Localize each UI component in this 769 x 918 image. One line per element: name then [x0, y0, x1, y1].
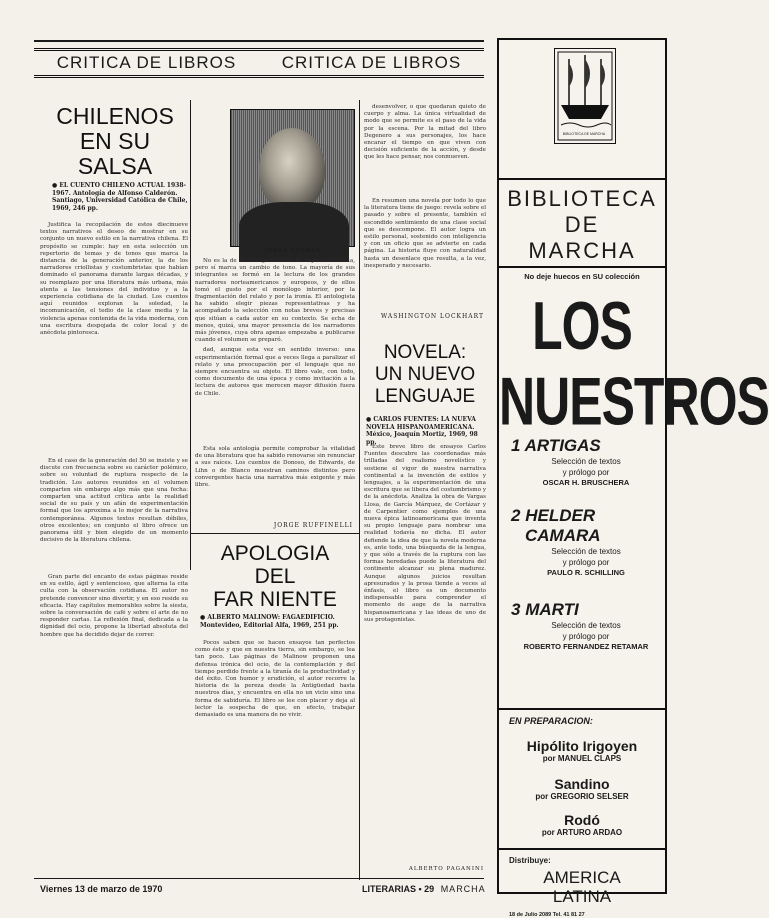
- book-item: [511, 506, 661, 577]
- book-author: OSCAR H. BRUSCHERA: [542, 478, 630, 487]
- article1-body-e: [195, 446, 355, 510]
- article2-title: [192, 542, 358, 611]
- ad-distributor: [499, 868, 665, 906]
- article1-body-b: [40, 458, 188, 570]
- book-sub2: y prólogo por: [562, 468, 610, 477]
- article2-rule: [191, 533, 359, 534]
- article2-title-line1: APOLOGIA: [220, 542, 330, 565]
- book-author: ROBERTO FERNANDEZ RETAMAR: [523, 642, 649, 651]
- book-title: [511, 436, 661, 456]
- footer-section: [362, 884, 486, 894]
- upcoming-author: por MANUEL CLAPS: [542, 754, 622, 763]
- book-sub2: y prólogo por: [562, 632, 610, 641]
- ad-address: 18 de Julio 2089 Tel. 41 81 27: [509, 912, 585, 918]
- article1-title-line1: CHILENOS: [56, 103, 174, 129]
- article4-body: [364, 444, 486, 862]
- book-number: 1: [511, 436, 521, 455]
- article2-paragraph: Pocos saben que se hacen ensayos tan perfectos como éste y que en nuestra tierra, sin embargo, se lea tan poco. Las páginas de Malinow proponen una defensa irónica del ocio, de la contemplación y del tiempo perdido frente a la tiranía de la productividad y del éxito. Con humor y erudición, el autor recorre la historia de la pereza desde la Antigüedad hasta nuestros días, y encuentra en ella no un vicio sino una forma de sabiduría. El libro se lee con placer y deja al lector la sospecha de que, en efecto, trabajar demasiado es una manera de no vivir.: [195, 640, 355, 719]
- book-number: 3: [511, 600, 521, 619]
- article4-title: [362, 342, 488, 408]
- article2-body-left: [40, 574, 188, 864]
- article3-intro-text: desenvolver, o que quedaran quieto de cuerpo y alma. La única virtualidad de modo que se permite es el paso de la vida por la escena. Por la mitad del libro Degenero a sus personajes, los hace encarar el tiempo en que viven con decisión suficiente de la acción, y desde que les hace pensar, nos conmueven.: [364, 104, 486, 161]
- ad-series-line2: NUESTROS: [499, 363, 769, 440]
- ad-brand-line3: MARCHA: [528, 238, 636, 263]
- article4-reference: ● CARLOS FUENTES: LA NUEVA NOVELA HISPANOAMERICANA. México, Joaquín Mortiz, 1969, 98 pp.: [366, 416, 478, 446]
- book-number: 2: [511, 506, 521, 525]
- header-right: CRITICA DE LIBROS: [281, 53, 462, 72]
- upcoming-item: [499, 738, 665, 763]
- footer-page: LITERARIAS • 29: [362, 884, 435, 894]
- ad-distributor-line1: AMERICA: [543, 868, 621, 887]
- column-rule-left: [190, 100, 191, 570]
- book-sub1: Selección de textos: [551, 547, 621, 556]
- upcoming-title: Hipólito Irigoyen: [526, 738, 638, 754]
- ad-rule-1: [499, 178, 665, 180]
- photo-head: [259, 128, 325, 210]
- book-title-text: MARTI: [525, 600, 579, 619]
- upcoming-author: por GREGORIO SELSER: [535, 792, 629, 801]
- article1-body-c: [195, 258, 355, 444]
- ad-distributor-label: Distribuye:: [509, 856, 551, 865]
- book-title-text: HELDER: [525, 506, 596, 525]
- article1-paragraph-e: Esta sola antología permite comprobar la vitalidad de una literatura que ha sabido renovarse sin renunciar a sus raíces. Los cuentos de Donoso, de Edwards, de Lihn o de Blanco muestran caminos distintos pero convergentes hacia una narrativa más exigente y más libre.: [195, 446, 355, 489]
- article2-title-line3: FAR NIENTE: [213, 588, 337, 611]
- book-title-line2: CAMARA: [525, 526, 601, 545]
- book-item: [511, 436, 661, 487]
- article1-signature: JORGE RUFFINELLI: [273, 522, 353, 529]
- section-header: [34, 48, 484, 78]
- top-rule: [34, 40, 484, 42]
- article4-title-line3: LENGUAJE: [374, 386, 476, 407]
- article2-paragraph-left: Gran parte del encanto de estas páginas reside en su estilo, ágil y sentencioso, que alterna la cita culta con la observación cotidiana. El autor no pretende convencer sino divertir, y en eso reside su eficacia. Hay capítulos memorables sobre la siesta, sobre la conversación de café y sobre el arte de no responder cartas. La reflexión final, dedicada a la dignidad del ocio, propone la libertad absoluta del hombre que ha decidido dejar de correr.: [40, 574, 188, 638]
- article1-title: [40, 104, 190, 179]
- photo-caption: JORGE GUZMAN: [264, 248, 321, 254]
- article4-title-line2: UN NUEVO: [374, 364, 476, 385]
- article3-intro: [364, 104, 486, 196]
- article2-title-line2: DEL: [254, 565, 296, 588]
- book-title: [511, 600, 661, 620]
- article1-paragraph-c: No es la de 50 una generación de ruptura absoluta, pero sí marca un cambio de tono. La mayoría de sus integrantes se formó en la lectura de los grandes narradores norteamericanos y europeos, y de ellos tomó el gusto por el monólogo interior, por la fragmentación del relato y por la ironía. El antologista ha sabido elegir piezas representativas y ha acompañado la selección con notas breves y precisas que sitúan a cada autor en su contexto. Se echa de menos, quizá, una mayor presencia de los narradores más jóvenes, cuya obra apenas empezaba a publicarse cuando el volumen se preparó.: [195, 258, 355, 344]
- ship-logo-caption: BIBLIOTECA DE MARCHA: [562, 132, 606, 136]
- article1-body-a: [40, 222, 188, 454]
- upcoming-title: Rodó: [564, 812, 600, 828]
- book-sub1: Selección de textos: [551, 621, 621, 630]
- ad-brand: [499, 186, 665, 264]
- ship-logo: [554, 48, 616, 144]
- article1-paragraph-d: dad, aunque esta vez en sentido inverso: una experimentación formal que a veces llega a paralizar el relato y una preocupación por el lenguaje que no siempre encuentra su objeto. El libro vale, con todo, como documento de una época y como invitación a la lectura de autores que merecen mayor difusión fuera de Chile.: [195, 347, 355, 397]
- author-photo: [230, 109, 355, 247]
- book-sub2: y prólogo por: [562, 558, 610, 567]
- ship-icon: [555, 49, 615, 143]
- header-left: CRITICA DE LIBROS: [56, 53, 237, 72]
- article1-title-line3: SALSA: [77, 153, 153, 179]
- ad-distributor-line2: LATINA: [552, 887, 612, 906]
- article1-title-line2: EN SU: [79, 128, 151, 154]
- column-rule-right: [359, 100, 360, 880]
- book-sub1: Selección de textos: [551, 457, 621, 466]
- ad-tagline: No deje huecos en SU colección: [524, 272, 640, 281]
- book-item: [511, 600, 661, 651]
- footer-date: Viernes 13 de marzo de 1970: [40, 884, 163, 894]
- article4-paragraph: Este breve libro de ensayos Carlos Fuentes descubre las coordenadas más trilladas del realismo novelístico y sostiene el vigor de nuestra narrativa continental a la invención de estilos y lenguajes, a la experimentación de una escritura que se libera del costumbrismo y de la anécdota. Analiza la obra de Vargas Llosa, de García Márquez, de Cortázar y de Carpentier como ejemplos de una nueva épica latinoamericana que inventa su propio lenguaje para nombrar una realidad todavía no dicha. El autor defiende la idea de que la novela moderna es, ante todo, una búsqueda de la lengua, y que sólo a través de la ruptura con las formas heredadas puede la literatura del continente alcanzar su plena madurez. Aunque algunos juicios resultan apresurados y la prosa tiende a veces al énfasis, el libro es un documento indispensable para comprender el momento de auge de la narrativa hispanoamericana y las ideas de uno de sus protagonistas.: [364, 444, 486, 623]
- article1-paragraph-b: En el caso de la generación del 50 se insiste y se discute con frecuencia sobre su carácter polémico, sobre su voluntad de ruptura respecto de la tradición. Los autores reunidos en el volumen comparten sin embargo algo más que una fecha: comparten una actitud crítica ante la realidad social de su país y un afán de experimentación formal que los aproxima a lo mejor de la narrativa contemporánea. Algunos textos resultan débiles, otros excelentes; en conjunto el libro ofrece un panorama útil y bien elegido de un momento decisivo de la literatura chilena.: [40, 458, 188, 544]
- article1-paragraph-a: Justifica la recopilación de estos diecinueve textos narrativos el deseo de mostrar en su conjunto un nuevo estilo en la narrativa chilena. El propósito se cumple: hay en esta selección un repertorio de temas y de tonos que marca la distancia de la generación anterior, la de los narradores criollistas y costumbristas que habían dominado el panorama durante largas décadas, y su reemplazo por una literatura más urbana, más atenta a las tensiones del individuo y a la experiencia cotidiana de la ciudad. Los cuentos aquí reunidos exploran la soledad, la incomunicación, el tedio de la clase media y la violencia apenas contenida de la vida moderna, con una escritura despojada de color local y de anécdota pintoresca.: [40, 222, 188, 337]
- article1-reference: ● EL CUENTO CHILENO ACTUAL 1938-1967. Antología de Alfonso Calderón. Santiago, Universidad Católica de Chile, 1969, 246 pp.: [52, 182, 188, 212]
- article3-body-text: En resumen una novela por todo lo que la literatura tiene de juego: revela sobre el pasado y sobre el presente, también el escondido sentimiento de una clase social que se descompone. El autor logra un estilo personal, sostenido con inteligencia y con un oficio que se advierte en cada página. La historia fluye con naturalidad hasta un desenlace que resulta, a la vez, inesperado y necesario.: [364, 198, 486, 269]
- ad-brand-line1: BIBLIOTECA: [507, 186, 657, 211]
- article4-signature: ALBERTO PAGANINI: [408, 866, 484, 872]
- ad-series-line1: LOS: [532, 288, 632, 364]
- upcoming-item: [499, 776, 665, 801]
- biblioteca-ad: [497, 38, 769, 918]
- upcoming-title: Sandino: [554, 776, 610, 792]
- article2-reference: ● ALBERTO MALINOW: FAGAEDIFICIO. Montevideo, Editorial Alfa, 1969, 251 pp.: [200, 614, 339, 629]
- upcoming-item: [499, 812, 665, 837]
- ad-rule-4: [499, 848, 665, 850]
- book-title-text: ARTIGAS: [524, 436, 601, 455]
- article2-body: [195, 640, 355, 868]
- article4-title-line1: NOVELA:: [383, 342, 467, 363]
- book-author: PAULO R. SCHILLING: [547, 568, 625, 577]
- bottom-rule: [34, 878, 484, 879]
- ad-rule-3: [499, 708, 665, 710]
- ad-rule-2: [499, 266, 665, 268]
- ad-prep-label: EN PREPARACION:: [509, 716, 593, 726]
- upcoming-author: por ARTURO ARDAO: [541, 828, 623, 837]
- footer-brand: MARCHA: [440, 884, 486, 894]
- article3-body: [364, 198, 486, 310]
- book-title: [511, 506, 661, 526]
- ad-series-title: [499, 288, 769, 440]
- article3-signature: WASHINGTON LOCKHART: [381, 313, 484, 320]
- ad-brand-line2: DE: [564, 212, 600, 237]
